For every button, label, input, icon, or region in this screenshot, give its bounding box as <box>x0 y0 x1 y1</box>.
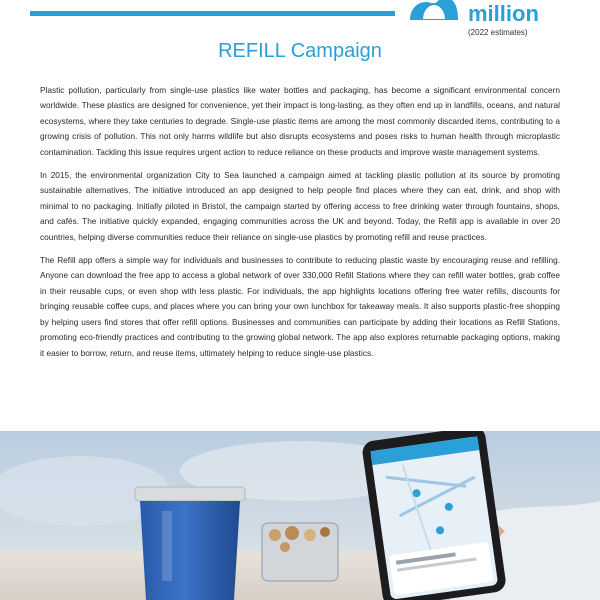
stat-note: (2022 estimates) <box>468 28 528 37</box>
header-accent-bar <box>30 11 395 16</box>
photo-illustration <box>0 431 600 600</box>
phone-icon <box>361 431 507 600</box>
paragraph-3: The Refill app offers a simple way for individuals and businesses to contribute to reducing plastic waste by encouraging reuse and refilling. Anyone can download the free app to access a global network of over 330,000 Refill Stations where they can refill water bottles, grab coffee in their reusable cups, or even shop with less plastic. For individuals, the app highlights locations offering free water refills, discounts for bringing reusable coffee cups, and places where you can bring your own lunchbox for takeaway meals. It also supports plastic-free shopping by helping users find stores that offer refill options. Businesses and communities can participate by adding their locations as Refill Stations, promoting eco-friendly practices and contributing to the growing global network. The app also explores returnable packaging options, making it easier to borrow, return, and reuse items, ultimately helping to reduce single-use plastics. <box>40 255 560 358</box>
lunchbox-icon <box>262 523 338 581</box>
stat-value: million <box>468 1 539 26</box>
page-title: REFILL Campaign <box>218 40 382 62</box>
paragraph-1: Plastic pollution, particularly from single-use plastics like water bottles and packaging, has become a significant environmental concern worldwide. These plastics are designed for convenience, yet their impact is long-lasting, as they often end up in landfills, oceans, and natural ecosystems, where they take centuries to degrade. Single-use plastic items are among the most commonly discarded items, contributing to a growing crisis of pollution. This not only harms wildlife but also disrupts ecosystems and poses risks to human health through microplastic contamination. Tackling this issue requires urgent action to reduce reliance on these products and improve waste management systems. <box>40 85 560 157</box>
campaign-photo <box>0 431 600 600</box>
body-text <box>40 83 560 369</box>
people-icon <box>408 0 460 20</box>
paragraph-2: In 2015, the environmental organization City to Sea launched a campaign aimed at tackling plastic pollution at its source by promoting sustainable alternatives. The initiative introduced an app designed to help people find places where they can eat, drink, and shop with minimal to no packaging. Initially piloted in Bristol, the campaign started by offering access to free drinking water through fountains, shops, and cafés. The initiative quickly expanded, engaging communities across the UK and beyond. Today, the Refill app is available in over 20 countries, helping diverse communities reduce their reliance on single-use plastics by promoting refill and reuse practices. <box>40 170 560 242</box>
reusable-cup-icon <box>135 487 245 600</box>
